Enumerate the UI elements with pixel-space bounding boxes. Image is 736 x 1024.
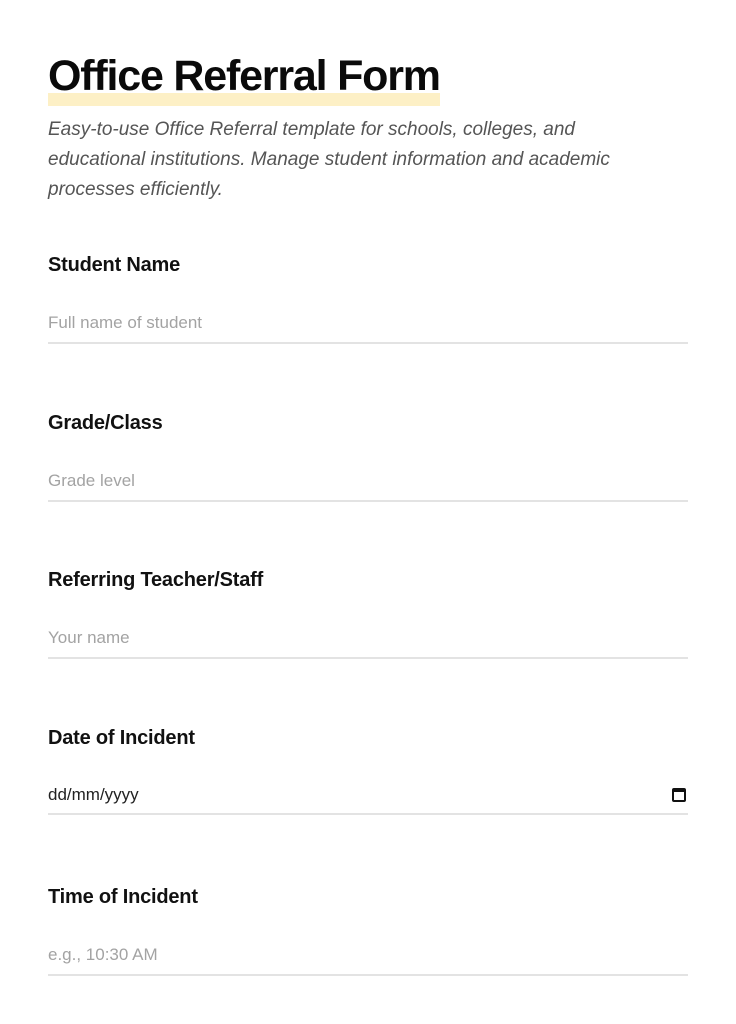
page-title: Office Referral Form [48,50,440,106]
field-grade-class [48,412,688,532]
field-referring-teacher [48,569,688,689]
grade-class-input[interactable] [48,462,688,502]
field-date-of-incident [48,727,688,847]
field-label: Student Name [48,254,181,276]
field-time-of-incident [48,886,688,1006]
field-label: Referring Teacher/Staff [48,569,264,591]
calendar-icon[interactable] [672,788,686,802]
date-of-incident-input[interactable] [48,777,688,815]
form-description: Easy-to-use Office Referral template for schools, colleges, and educational institutions. Manage student information and academic processes efficiently. [48,119,610,200]
referring-teacher-input[interactable] [48,619,688,659]
field-label: Date of Incident [48,727,195,749]
time-of-incident-input[interactable] [48,936,688,976]
field-label: Time of Incident [48,886,198,908]
date-value: dd/mm/yyyy [48,785,139,804]
student-name-input[interactable] [48,304,688,344]
field-label: Grade/Class [48,412,163,434]
field-student-name [48,254,688,374]
